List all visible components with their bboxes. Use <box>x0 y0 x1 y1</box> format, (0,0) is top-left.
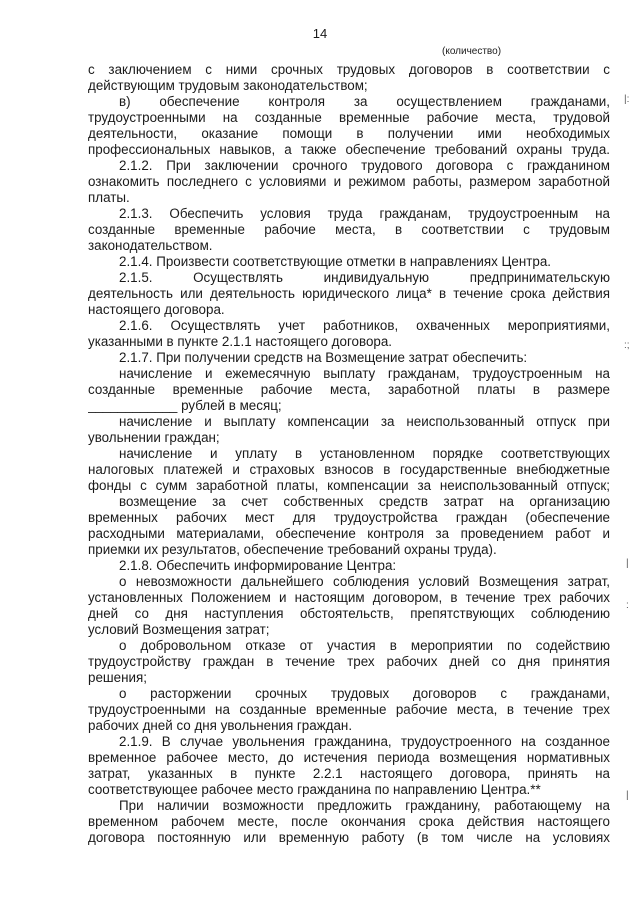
text-line: 2.1.2. При заключении срочного трудового договора с гражданином <box>119 158 610 173</box>
text-line: деятельность или деятельность юридического лица* в течение срока действия <box>88 286 610 301</box>
text-line: созданные временные рабочие места, в соответствии с трудовым <box>88 222 610 237</box>
text-line: рабочих дней со дня увольнения граждан. <box>88 718 353 733</box>
margin-mark: | <box>626 558 629 569</box>
page-number: 14 <box>312 26 328 41</box>
text-line: о невозможности дальнейшего соблюдения условий Возмещения затрат, <box>119 574 610 589</box>
text-line: 2.1.7. При получении средств на Возмещение затрат обеспечить: <box>119 350 528 365</box>
text-line: ознакомить последнего с условиями и режимом работы, размером заработной <box>88 174 610 189</box>
text-line: ____________ рублей в месяц; <box>88 398 282 413</box>
text-line: 2.1.8. Обеспечить информирование Центра: <box>119 558 397 573</box>
text-line: деятельности, оказание помощи в получении ими необходимых <box>88 126 610 141</box>
margin-mark: |: <box>624 94 630 105</box>
text-line: 2.1.5. Осуществлять индивидуальную предпринимательскую <box>119 270 610 285</box>
text-line: указанными в пункте 2.1.1 настоящего договора. <box>88 334 393 349</box>
text-line: фонды с сумм заработной платы, компенсации за неиспользованный отпуск; <box>88 478 610 493</box>
text-line: налоговых платежей и страховых взносов в государственные внебюджетные <box>88 462 610 477</box>
text-line: о расторжении срочных трудовых договоров с гражданами, <box>119 686 610 701</box>
text-line: законодательством. <box>88 238 213 253</box>
text-line: 2.1.9. В случае увольнения гражданина, трудоустроенного на созданное <box>119 734 610 749</box>
margin-mark: : <box>626 600 629 611</box>
text-line: расходными материалами, обеспечение контроля за проведением работ и <box>88 526 610 541</box>
text-line: приемки их результатов, обеспечение требований охраны труда). <box>88 542 497 557</box>
text-line: договора постоянную или временную работу (в том числе на условиях <box>88 830 610 845</box>
text-line: соответствующее рабочее место гражданина по направлению Центра.** <box>88 782 541 797</box>
text-line: начисление и ежемесячную выплату гражданам, трудоустроенным на <box>119 366 610 381</box>
text-line: затрат, указанных в пункте 2.2.1 настоящего договора, принять на <box>88 766 610 781</box>
text-line: увольнении граждан; <box>88 430 220 445</box>
text-line: установленных Положением и настоящим договором, в течение трех рабочих <box>88 590 610 605</box>
text-line: трудоустроенными на созданные временные рабочие места, в течение трех <box>88 702 610 717</box>
text-line: условий Возмещения затрат; <box>88 622 270 637</box>
text-line: При наличии возможности предложить гражданину, работающему на <box>119 798 610 813</box>
text-line: дней со дня наступления обстоятельств, препятствующих соблюдению <box>88 606 610 621</box>
text-line: 2.1.6. Осуществлять учет работников, охваченных мероприятиями, <box>119 318 610 333</box>
text-line: временном рабочем месте, после окончания срока действия настоящего <box>88 814 610 829</box>
text-line: решения; <box>88 670 147 685</box>
margin-mark: :; <box>624 340 630 351</box>
text-line: с заключением с ними срочных трудовых договоров в соответствии с <box>88 62 610 77</box>
quantity-label: (количество) <box>442 46 502 57</box>
text-line: о добровольном отказе от участия в мероприятии по содействию <box>119 638 610 653</box>
text-line: в) обеспечение контроля за осуществлением гражданами, <box>119 94 610 109</box>
text-line: возмещение за счет собственных средств затрат на организацию <box>119 494 610 509</box>
text-line: временное рабочее место, до истечения периода возмещения нормативных <box>88 750 610 765</box>
text-line: созданные временные рабочие места, заработной платы в размере <box>88 382 610 397</box>
text-line: 2.1.3. Обеспечить условия труда гражданам, трудоустроенным на <box>119 206 610 221</box>
document-body <box>88 62 610 846</box>
text-line: временных рабочих мест для трудоустройства граждан (обеспечение <box>88 510 610 525</box>
text-line: 2.1.4. Произвести соответствующие отметки в направлениях Центра. <box>119 254 551 269</box>
text-line: начисление и выплату компенсации за неиспользованный отпуск при <box>119 414 610 429</box>
text-line: трудоустройству граждан в течение трех рабочих дней со дня принятия <box>88 654 610 669</box>
text-line: платы. <box>88 190 130 205</box>
text-line: трудоустроенными на созданные временные рабочие места, трудовой <box>88 110 610 125</box>
text-line: настоящего договора. <box>88 302 225 317</box>
text-line: начисление и уплату в установленном порядке соответствующих <box>119 446 610 461</box>
text-line: действующим трудовым законодательством; <box>88 78 368 93</box>
margin-mark: | <box>626 790 629 801</box>
text-line: профессиональных навыков, а также обеспечение требований охраны труда. <box>88 142 610 157</box>
